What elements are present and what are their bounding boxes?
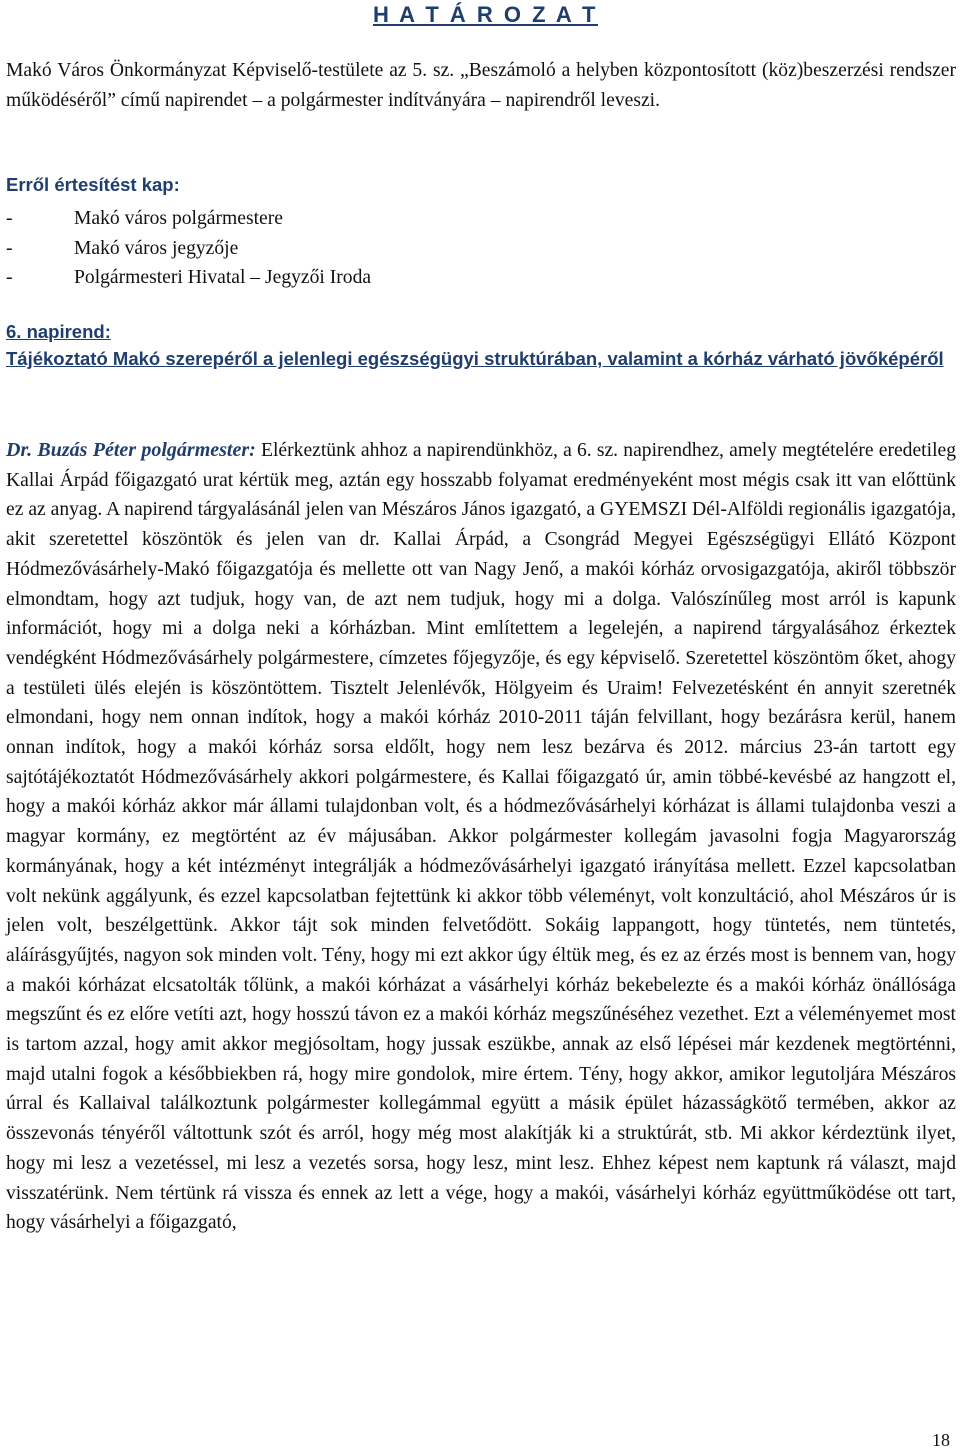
notify-title: Erről értesítést kap: xyxy=(6,174,180,195)
notify-item-text: Makó város polgármestere xyxy=(74,208,283,229)
speaker-name: Dr. Buzás Péter polgármester: xyxy=(6,439,256,461)
speech-paragraph xyxy=(6,436,956,1238)
speech-text: Elérkeztünk ahhoz a napirendünkhöz, a 6. sz. napirendhez, amely megtételére eredetileg Kallai Árpád főigazgató urat kértük meg, aztán egy hosszabb folyamat eredményeként most mégis csak itt van előttünk ez az anyag. A napirend tárgyalásánál jelen van Mészáros János igazgató, a GYEMSZI Dél-Alföldi regionális igazgatója, akit szeretettel köszöntök és jelen van dr. Kallai Árpád, a Csongrád Megyei Egészségügyi Ellátó Központ Hódmezővásárhely-Makó főigazgatója és mellette ott van Nagy Jenő, a makói kórház orvosigazgatója, akiről többször elmondtam, hogy azt tudjuk, hogy van, de azt nem tudjuk, hogy mi a dolga. Valószínűleg most arról is kapunk információt, hogy mi a dolga neki a kórházban. Mint említettem a legelején, a napirend tárgyalásához érkeztek vendégként Hódmezővásárhely polgármestere, címzetes főjegyzője, és egy képviselő. Szeretettel köszöntöm őket, ahogy a testületi ülés elején is köszöntöttem. Tisztelt Jelenlévők, Hölgyeim és Uraim! Felvezetésként én annyit szeretnék elmondani, hogy nem onnan indítok, hogy a makói kórház 2010-2011 táján felvillant, hogy bezárásra kerül, hanem onnan indítok, hogy a makói kórház sorsa eldőlt, hogy nem lesz bezárva és 2012. március 23-án tartott egy sajtótájékoztatót Hódmezővásárhely akkori polgármestere, és Kallai főigazgató úr, amin többé-kevésbé az hangzott el, hogy a makói kórház akkor már állami tulajdonban volt, és a hódmezővásárhelyi kórházat is állami tulajdonba veszi a magyar kormány, ez megtörtént az év májusában. Akkor polgármester kollegám javasolni fogja Magyarország kormányának, hogy a két intézményt integrálják a hódmezővásárhelyi igazgató irányítása mellett. Ezzel kapcsolatban volt nekünk aggályunk, és ezzel kapcsolatban fejtettünk ki akkor több véleményt, volt konzultáció, ahol Mészáros úr is jelen volt, beszélgettünk. Akkor tájt sok minden felvetődött. Sokáig lappangott, hogy tüntetés, nem tüntetés, aláírásgyűjtés, nagyon sok minden volt. Tény, hogy mi ezt akkor úgy éltük meg, és ez az érzés most is bennem van, hogy a makói kórházat elcsatolták tőlünk, a makói kórházat a vásárhelyi kórház bekebelezte és a makói kórház önállósága megszűnt és ez előre vetíti azt, hogy hosszú távon ez a makói kórház megszűnéséhez vezethet. Ezt a véleményemet most is tartom azzal, hogy amit akkor megjósoltam, hogy jussak eszükbe, annak az első lépései már kezdenek megtörténni, majd utalni fogok a későbbiekben rá, hogy mire gondolok, mire értem. Tény, hogy akkor, amikor legutoljára Mészáros úrral és Kallaival találkoztunk polgármester kollegámmal együtt a másik épület házasságkötő termében, akkor az összevonás tényéről váltottunk szót és arról, hogy még most alakítják ki a struktúrát, stb. Mi akkor kérdeztünk ilyet, hogy mi lesz a vezetéssel, mi lesz a vezetés sorsa, hogy lesz, mint lesz. Ehhez képest nem kaptunk rá választ, majd visszatérünk. Nem tértünk rá vissza és ennek az lett a vége, hogy a makói, vásárhelyi kórház együttműködése ott tart, hogy vásárhelyi a főigazgató, xyxy=(6,440,957,1234)
notify-list xyxy=(6,204,371,293)
notify-item: - Makó város polgármestere xyxy=(6,208,283,229)
page-number: 18 xyxy=(932,1430,950,1450)
agenda-block xyxy=(6,318,956,372)
notify-item: - Polgármesteri Hivatal – Jegyzői Iroda xyxy=(6,267,372,288)
resolution-heading: H A T Á R O Z A T xyxy=(373,2,598,27)
resolution-text: Makó Város Önkormányzat Képviselő-testülete az 5. sz. „Beszámoló a helyben központosított (köz)beszerzési rendszer működéséről” című napirendet – a polgármester indítványára – napirendről leveszi. xyxy=(6,60,956,111)
notify-item-text: Polgármesteri Hivatal – Jegyzői Iroda xyxy=(74,267,372,288)
notify-item-text: Makó város jegyzője xyxy=(74,237,239,259)
notify-item: - Makó város jegyzője xyxy=(6,237,239,259)
agenda-title: Tájékoztató Makó szerepéről a jelenlegi egészségügyi struktúrában, valamint a kórház várható jövőképéről xyxy=(6,348,944,369)
agenda-number: 6. napirend: xyxy=(6,321,111,342)
